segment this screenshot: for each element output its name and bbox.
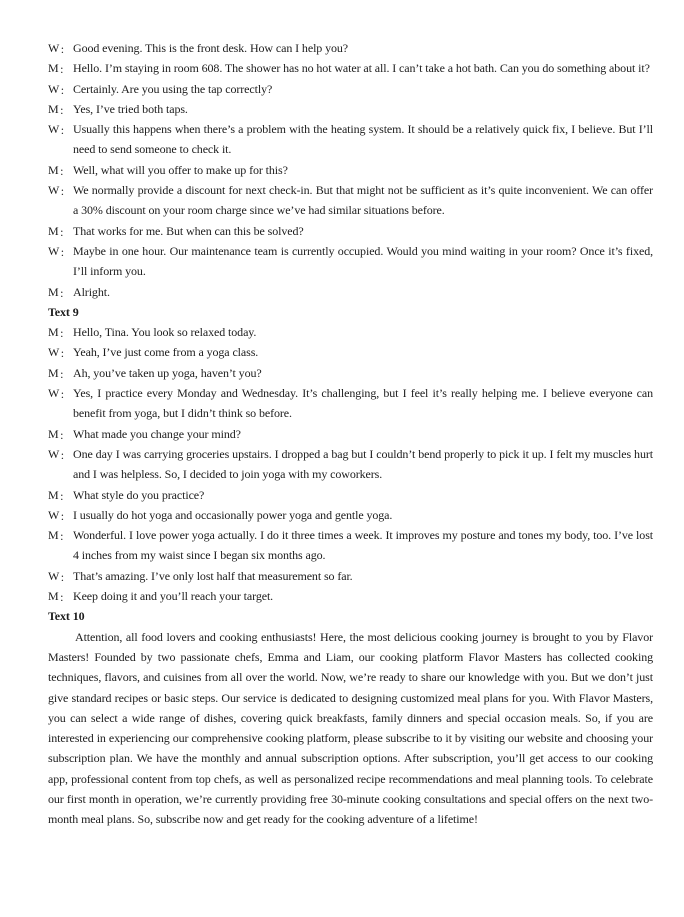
speaker-label	[48, 322, 73, 342]
speaker-label	[48, 444, 73, 464]
utterance-text: Hello. I’m staying in room 608. The shower has no hot water at all. I can’t take a hot bath. Can you do something about it?	[73, 61, 650, 76]
utterance-text: Ah, you’ve taken up yoga, haven’t you?	[73, 365, 262, 380]
announcement-paragraph: Attention, all food lovers and cooking enthusiasts! Here, the most delicious cooking journey is brought to you by Flavor Masters! Founded by two passionate chefs, Emma and Liam, our cooking platform Flavor Masters has collected cooking techniques, flavors, and cuisines from all over the world. Now, we’re ready to share our knowledge with you. But we don’t just give standard recipes or basic steps. Our service is dedicated to designing customized meal plans for you. With Flavor Masters, you can select a wide range of dishes, covering quick breakfasts, family dinners and special occasion meals. So, if you are interested in experiencing our comprehensive cooking platform, please subscribe to it by visiting our website and choosing your subscription plan. We have the monthly and annual subscription options. After subscription, you’ll get access to our cooking app, professional content from top chefs, as well as personalized recipe recommendations and meal planning tools. To celebrate our first month in operation, we’re currently providing free 30-minute cooking consultations and special offers on the next two-month meal plans. So, subscribe now and get ready for the cooking adventure of a lifetime!	[48, 629, 653, 827]
dialogue-line	[48, 525, 653, 566]
speaker-label	[48, 505, 73, 525]
dialogue-line	[48, 221, 653, 241]
speaker-letter: W	[48, 183, 60, 198]
speaker-letter: W	[48, 41, 60, 55]
speaker-label	[48, 58, 73, 78]
speaker-colon: :	[60, 102, 64, 117]
speaker-colon: :	[60, 447, 64, 462]
dialogue-line	[48, 444, 653, 485]
dialogue-line	[48, 424, 653, 444]
speaker-letter: M	[48, 487, 59, 502]
speaker-label	[48, 99, 73, 119]
speaker-label	[48, 221, 73, 241]
dialogue-line	[48, 58, 653, 78]
dialogue-line	[48, 322, 653, 342]
speaker-letter: W	[48, 345, 60, 360]
speaker-label	[48, 424, 73, 444]
speaker-letter: W	[48, 446, 60, 461]
speaker-letter: M	[48, 223, 59, 238]
dialogue-line	[48, 99, 653, 119]
utterance-text: I usually do hot yoga and occasionally power yoga and gentle yoga.	[73, 507, 393, 522]
speaker-letter: W	[48, 568, 60, 583]
speaker-colon: :	[60, 427, 64, 442]
speaker-colon: :	[60, 488, 64, 503]
utterance-text: Keep doing it and you’ll reach your target.	[73, 589, 274, 604]
dialogue-line	[48, 566, 653, 586]
utterance-text: What style do you practice?	[73, 487, 205, 502]
speaker-letter: M	[48, 284, 59, 299]
speaker-letter: M	[48, 528, 59, 543]
utterance-text: We normally provide a discount for next check-in. But that might not be sufficient as it’s quite inconvenient. We can offer a 30% discount on your room charge since we’ve had similar situations before.	[73, 183, 653, 218]
speaker-letter: M	[48, 325, 59, 340]
utterance-text: That’s amazing. I’ve only lost half that measurement so far.	[73, 568, 353, 583]
dialogue-line	[48, 241, 653, 282]
speaker-letter: M	[48, 365, 59, 380]
utterance-text: Usually this happens when there’s a problem with the heating system. It should be a relatively quick fix, I believe. But I’ll need to send someone to check it.	[73, 122, 653, 157]
utterance-text: Alright.	[73, 284, 110, 299]
utterance-text: Yes, I’ve tried both taps.	[73, 101, 188, 116]
dialogue-line	[48, 485, 653, 505]
dialogue-line	[48, 160, 653, 180]
speaker-colon: :	[60, 285, 64, 300]
speaker-letter: M	[48, 426, 59, 441]
speaker-letter: W	[48, 507, 60, 522]
dialogue-line	[48, 342, 653, 362]
dialogue-line	[48, 586, 653, 606]
speaker-colon: :	[60, 590, 64, 605]
speaker-colon: :	[60, 82, 64, 97]
utterance-text: That works for me. But when can this be solved?	[73, 223, 304, 238]
speaker-label	[48, 485, 73, 505]
speaker-colon: :	[60, 529, 64, 544]
speaker-label	[48, 160, 73, 180]
speaker-colon: :	[60, 508, 64, 523]
dialogue-line	[48, 79, 653, 99]
speaker-label	[48, 566, 73, 586]
speaker-colon: :	[60, 569, 64, 584]
utterance-text: Certainly. Are you using the tap correctly?	[73, 81, 273, 96]
speaker-letter: W	[48, 122, 60, 137]
speaker-letter: M	[48, 589, 59, 604]
dialogue-line	[48, 38, 653, 58]
speaker-colon: :	[60, 184, 64, 199]
speaker-colon: :	[60, 366, 64, 381]
speaker-label	[48, 180, 73, 200]
utterance-text: Yeah, I’ve just come from a yoga class.	[73, 345, 259, 360]
speaker-colon: :	[60, 387, 64, 402]
utterance-text: One day I was carrying groceries upstairs. I dropped a bag but I couldn’t bend properly to pick it up. I felt my muscles hurt and I was helpless. So, I decided to join yoga with my coworkers.	[73, 446, 653, 482]
speaker-colon: :	[60, 224, 64, 239]
speaker-colon: :	[60, 244, 64, 259]
section-header: Text 9	[48, 304, 79, 319]
speaker-label	[48, 586, 73, 606]
section-header: Text 10	[48, 609, 85, 624]
speaker-letter: W	[48, 243, 60, 258]
dialogue-line	[48, 180, 653, 221]
dialogue-line	[48, 282, 653, 302]
utterance-text: Hello, Tina. You look so relaxed today.	[73, 325, 257, 340]
utterance-text: Maybe in one hour. Our maintenance team is currently occupied. Would you mind waiting in your room? Once it’s fixed, I’ll inform you.	[73, 243, 653, 279]
dialogue-line	[48, 119, 653, 160]
speaker-letter: W	[48, 81, 60, 96]
speaker-colon: :	[60, 163, 64, 178]
utterance-text: Yes, I practice every Monday and Wednesday. It’s challenging, but I feel it’s really helping me. I believe everyone can benefit from yoga, but I didn’t think so before.	[73, 386, 653, 421]
speaker-colon: :	[60, 326, 64, 341]
speaker-label	[48, 383, 73, 403]
speaker-label	[48, 525, 73, 545]
speaker-label	[48, 282, 73, 302]
speaker-colon: :	[60, 123, 64, 138]
speaker-label	[48, 38, 73, 58]
utterance-text: Wonderful. I love power yoga actually. I do it three times a week. It improves my posture and tones my body, too. I’ve lost 4 inches from my waist since I began six months ago.	[73, 528, 653, 563]
speaker-label	[48, 79, 73, 99]
utterance-text: Good evening. This is the front desk. How can I help you?	[73, 41, 349, 55]
speaker-label	[48, 342, 73, 362]
speaker-label	[48, 363, 73, 383]
utterance-text: Well, what will you offer to make up for this?	[73, 162, 288, 177]
utterance-text: What made you change your mind?	[73, 426, 241, 441]
speaker-letter: M	[48, 101, 59, 116]
speaker-colon: :	[60, 42, 64, 56]
speaker-letter: M	[48, 61, 59, 76]
speaker-label	[48, 119, 73, 139]
speaker-colon: :	[60, 346, 64, 361]
dialogue-line	[48, 505, 653, 525]
speaker-label	[48, 241, 73, 261]
dialogue-line	[48, 383, 653, 424]
transcript-content	[48, 38, 653, 830]
speaker-letter: W	[48, 386, 60, 401]
dialogue-line	[48, 363, 653, 383]
speaker-letter: M	[48, 162, 59, 177]
speaker-colon: :	[60, 62, 64, 77]
